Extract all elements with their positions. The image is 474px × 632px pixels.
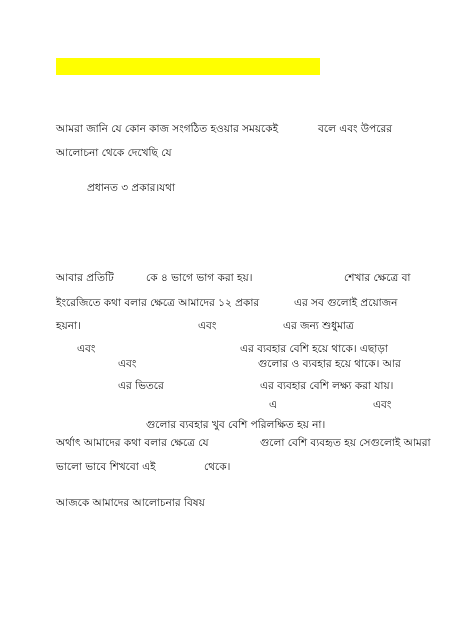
text-line-9b: এর ব্যবহার বেশি লক্ষ্য করা যায়।	[260, 380, 394, 392]
text-line-1b: বলে এবং উপরের	[318, 123, 392, 135]
text-line-7a: এবং	[77, 343, 96, 355]
text-line-3: প্রধানত ৩ প্রকার।যথা	[87, 182, 176, 194]
text-line-1a: আমরা জানি যে কোন কাজ সংগঠিত হওয়ার সময়কেই	[56, 123, 279, 135]
text-line-4a: আবার প্রতিটি	[56, 272, 114, 284]
text-line-9a: এর ভিতরে	[118, 380, 164, 392]
text-line-6c: এর জন্য শুধুমাত্র	[283, 320, 354, 332]
text-line-5b: এর সব গুলোই প্রয়োজন	[294, 297, 398, 309]
text-line-7b: এর ব্যবহার বেশি হয়ে থাকে। এছাড়া	[240, 343, 388, 355]
text-line-11: গুলোর ব্যবহার খুব বেশি পরিলক্ষিত হয় না।	[146, 419, 326, 431]
text-line-12a: অর্থাৎ আমাদের কথা বলার ক্ষেত্রে যে	[56, 437, 209, 449]
highlighted-title-bar	[56, 58, 320, 75]
text-line-5a: ইংরেজিতে কথা বলার ক্ষেত্রে আমাদের ১২ প্রকার	[56, 297, 260, 309]
text-line-12b: গুলো বেশি ব্যবহৃত হয় সেগুলোই আমরা	[260, 437, 431, 449]
text-line-10a: এ	[269, 399, 277, 411]
text-line-13b: থেকে।	[204, 461, 231, 473]
text-line-4c: শেখার ক্ষেত্রে বা	[344, 272, 411, 284]
text-line-2: আলোচনা থেকে দেখেছি যে	[56, 147, 172, 159]
text-line-6a: হয়না।	[56, 320, 81, 332]
text-line-10b: এবং	[373, 399, 392, 411]
text-line-13a: ভালো ভাবে শিখবো এই	[56, 461, 156, 473]
text-line-8b: গুলোর ও ব্যবহার হয়ে থাকে। আর	[258, 358, 401, 370]
text-line-6b: এবং	[198, 320, 217, 332]
text-line-14: আজকে আমাদের আলোচনার বিষয়	[56, 497, 205, 509]
text-line-4b: কে ৪ ভাগে ভাগ করা হয়।	[146, 272, 253, 284]
text-line-8a: এবং	[118, 358, 137, 370]
